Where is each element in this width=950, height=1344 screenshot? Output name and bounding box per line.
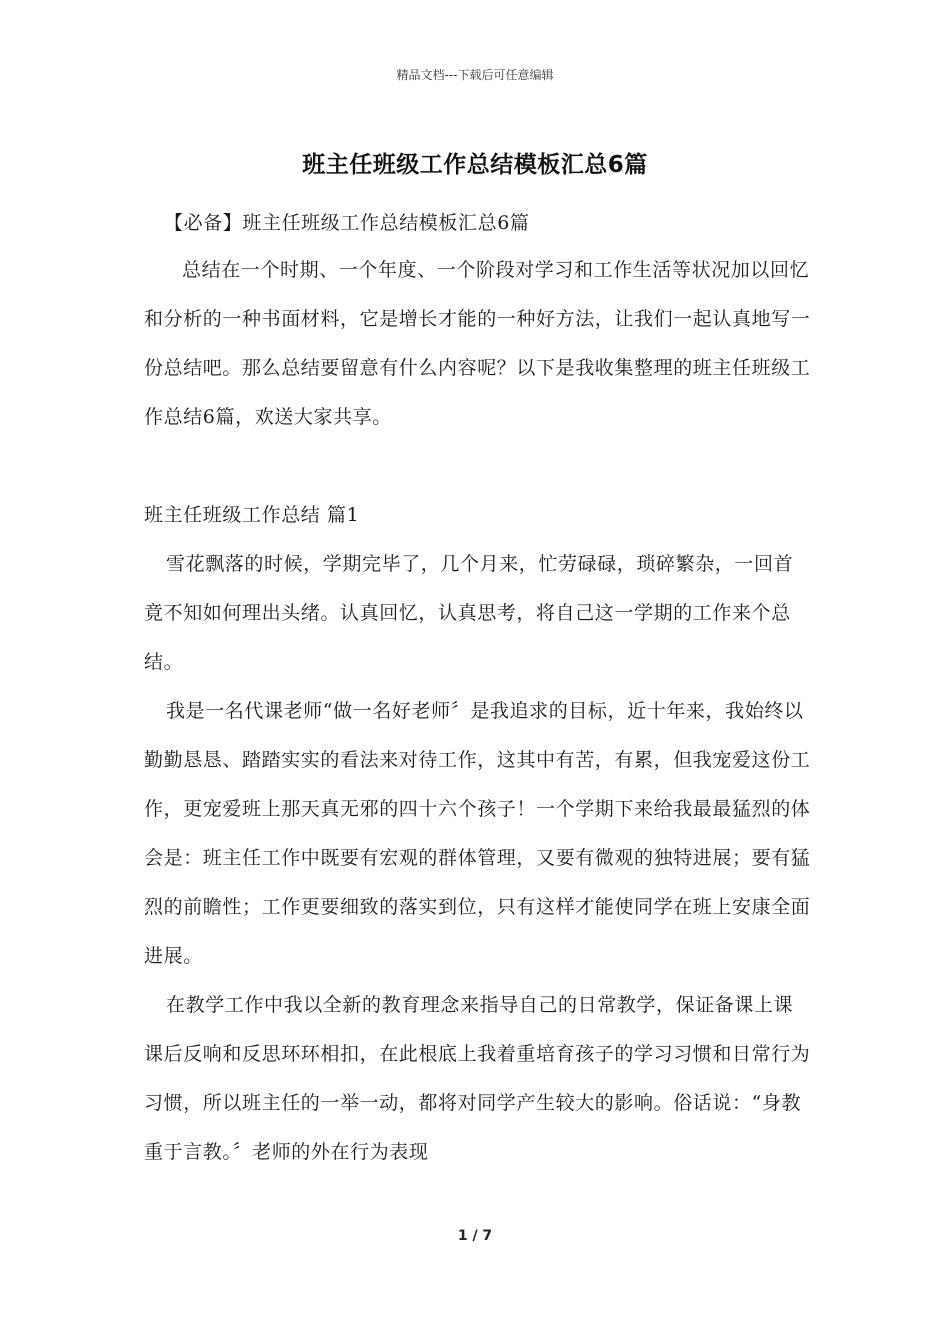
document-title: 班主任班级工作总结模板汇总6篇 [302,152,648,178]
document-header-note: 精品文档---下载后可任意编辑 [396,68,554,82]
body-paragraph-1: 雪花飘落的时候，学期完毕了，几个月来，忙劳碌碌，琐碎繁杂，一回首竟不知如何理出头绪。认真回忆，认真思考，将自己这一学期的工作来个总结。 [144,553,794,673]
body-paragraph-2: 我是一名代课老师“做一名好老师〞是我追求的目标，近十年来，我始终以勤勤恳恳、踏踏实实的看法来对待工作，这其中有苦，有累，但我宠爱这份工作，更宠爱班上那天真无邪的四十六个孩子！一个学期下来给我最最猛烈的体会是：班主任工作中既要有宏观的群体管理，又要有微观的独特进展；要有猛烈的前瞻性；工作更要细致的落实到位，只有这样才能使同学在班上安康全面进展。 [144,700,811,967]
section-heading: 班主任班级工作总结 篇1 [144,504,360,526]
document-subtitle: 【必备】班主任班级工作总结模板汇总6篇 [164,212,530,234]
section-spacer [144,442,812,491]
page-number: 1 / 7 [457,1228,493,1244]
intro-paragraph: 总结在一个时期、一个年度、一个阶段对学习和工作生活等状况加以回忆和分析的一种书面材料，它是增长才能的一种好方法，让我们一起认真地写一份总结吧。那么总结要留意有什么内容呢？以下是我收集整理的班主任班级工作总结6篇，欢送大家共享。 [144,259,811,428]
body-paragraph-3: 在教学工作中我以全新的教育理念来指导自己的日常教学，保证备课上课课后反响和反思环环相扣，在此根底上我着重培育孩子的学习习惯和日常行为习惯，所以班主任的一举一动，都将对同学产生较大的影响。俗话说：“身教重于言教。〞老师的外在行为表现 [144,994,811,1163]
document-body [144,200,812,1177]
